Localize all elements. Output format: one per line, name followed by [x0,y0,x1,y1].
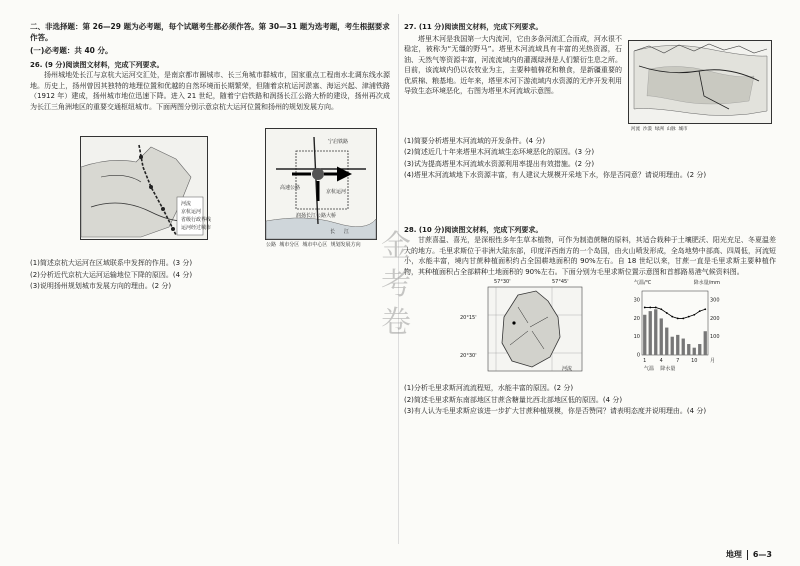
footer-subject: 地理 [725,550,742,559]
precip-bar [654,309,657,355]
q28-question-1: (1)分析毛里求斯河流流程短，水能丰富的原因。(2 分) [404,384,574,392]
map-coord-lon2: 57°45' [552,279,569,285]
y-tick-right: 300 [710,297,720,304]
footer-page: 6—3 [752,550,772,559]
q27-block [404,34,776,130]
mauritius-map [460,279,584,373]
y-tick-left: 20 [633,315,640,322]
map-coord-lat2: 20°30' [460,353,477,359]
plot-frame [642,291,708,355]
q27-heading: 27. (11 分)阅读图文材料，完成下列要求。 [404,23,543,31]
q28-question-3: (3)有人认为毛里求斯应该进一步扩大甘蔗种植规模，你是否赞同？请表明态度并说明理由。(4 分) [404,407,707,415]
q26-figures [30,128,390,246]
temp-point [649,307,651,309]
q27-question-3: (3)试为提高塔里木河流域水资源利用率提出有效措施。(2 分) [404,159,595,168]
map2-label-jiang: 江 [344,229,350,235]
map1-legend-item: 省级行政界线 [181,217,212,223]
q27-passage: 塔里木河是我国第一大内流河，它由多条河流汇合而成，河水很不稳定，被称为“无缰的野马”。塔里木河流域具有丰富的光热资源，石油、天然气等资源丰富，河流流域内的灌溉绿洲是人们繁衍生息之所。目前，该流域内仍以农牧业为主，主要种植棉花和粮食，是新疆重要的优质棉、粮基地。近年来，塔里木河下游流域内水资源的无序开发利用导致生态环境恶化，右图为塔里木河流域示意图。 [404,34,622,95]
footer-separator [747,550,748,560]
x-tick: 7 [676,358,680,364]
page-footer [726,549,772,560]
y-tick-left: 0 [636,352,640,359]
y-tick-left: 30 [633,297,640,304]
q28-figures [404,281,776,377]
tarim-map-legend [631,126,688,132]
precip-bar [649,311,652,355]
q26-question-1: (1)简述京杭大运河在区域联系中发挥的作用。(3 分) [30,259,193,267]
map2-label-railway: 宁启铁路 [328,139,349,145]
tarim-legend-mountain: 山脉 [666,126,676,132]
y-tick-right: 100 [710,334,720,341]
map2-label-highway: 高速公路 [280,185,301,191]
q26-heading: 26. (9 分)阅读图文材料，完成下列要求。 [30,60,164,69]
map1-legend-item: 运河经过城市 [181,225,212,231]
temp-point [671,316,673,318]
climate-axis-right: 降水量/mm [693,280,720,286]
precip-bar [660,318,663,355]
q26-question-3: (3)说明扬州规划城市发展方向的理由。(2 分) [30,282,172,290]
climate-axis-left: 气温/℃ [634,280,652,286]
precip-bar [704,331,707,355]
map-coord-lat1: 20°15' [460,315,477,321]
map2-legend-district: 城市分区 [279,242,300,248]
canal-location-map [80,136,212,240]
right-column [404,22,776,417]
x-axis-label: 月 [710,358,716,364]
q28-questions [404,383,776,417]
tarim-legend-river: 河流 [631,126,640,132]
tarim-legend-oasis: 绿洲 [654,126,664,132]
q27-question-1: (1)简要分析塔里木河流域的开发条件。(4 分) [404,136,546,145]
temp-point [693,314,695,316]
temp-point [704,308,706,310]
map2-label-canal: 京杭运河 [326,189,347,195]
temp-point [660,308,662,310]
watermark-stamp [376,228,416,342]
temp-point [644,307,646,309]
stamp-char-3: 卷 [381,305,411,340]
precip-bar [671,337,674,355]
map2-label-chang: 长 [330,229,336,235]
x-tick: 10 [691,358,698,364]
climate-caption-precip: 降水量 [660,366,676,372]
q26-question-2: (2)分析近代京杭大运河运输地位下降的原因。(4 分) [30,270,193,279]
left-column [30,22,390,292]
map2-legend-center: 城市中心区 [302,242,328,248]
tarim-basin-map [628,40,772,132]
precip-bar [682,339,685,355]
temp-point [699,310,701,312]
q26-questions [30,258,390,292]
precip-bar [687,344,690,355]
section-instruction-line2: 作答。 [30,32,53,42]
temp-point [688,316,690,318]
q27-questions [404,136,776,181]
x-tick: 1 [643,358,647,364]
climate-chart [630,279,720,375]
q26-passage: 扬州城地处长江与京杭大运河交汇处，是南京都市圈城市、长三角城市群城市，国家重点工程南水北调东线水源地。历史上，扬州曾因其独特的地理位置和优越的自然环境而长期繁荣，但随着京杭运河淤塞、海运兴起、津浦铁路（1912 年）建成，扬州城市地位迅速下降。进入 21 世纪，随着宁启铁路和润扬长江公路大桥的建设，扬州再次成为长江三角洲地区的重要交通枢纽城市。下面两图分别示意京杭大运河位置和扬州的规划发展方向。 [30,71,390,111]
map1-legend-item: 京杭运河 [181,209,202,215]
stamp-char-1: 金 [381,229,411,264]
precip-bar [676,335,679,355]
temp-point [655,307,657,309]
temp-point [666,312,668,314]
temp-point [677,318,679,320]
yangzhou-plan-map [265,128,377,240]
temp-line [645,307,706,318]
climate-caption-temp: 气温 [644,366,655,372]
climate-chart-svg [630,287,720,365]
map2-legend-direction: 规划发展方向 [330,242,361,248]
mauritius-map-legend: 河流 [562,366,573,372]
precip-bar [665,328,668,355]
y-tick-left: 10 [633,334,640,341]
q27-question-4: (4)塔里木河流域地下水资源丰富，有人建议大规模开采地下水，你是否同意？请说明理由。(2 分) [404,171,707,179]
precip-bar [643,315,646,355]
q28-passage: 甘蔗喜温、喜光，是深根性多年生草本植物，可作为制造蔗糖的原料，其适合栽种于土壤肥沃、阳光充足、冬夏温差大的地方。毛里求斯位于非洲大陆东部，印度洋西南方的一个岛国，由火山喷发形成，全岛地势中部高、四周低，河流短小，水能丰富，境内甘蔗种植面积约占全国耕地面积的 90%左右。自 18 世纪以来，甘蔗一直是毛里求斯主要种植作物，其种植面积占全部耕种土地面积的 90%左右。下面分别为毛里求斯位置示意图和首都路易港气候资料图。 [404,236,776,276]
tarim-legend-city: 城市 [678,126,688,132]
map2-label-bridge: 润扬长江公路大桥 [296,213,337,219]
y-tick-right: 200 [710,315,720,322]
q28-question-2: (2)简述毛里求斯东南部地区甘蔗含糖量比西北部地区低的原因。(4 分) [404,395,623,404]
map1-legend-item: 河流 [181,201,192,207]
map2-legend-road: 公路 [266,242,277,248]
precip-bar [693,348,696,355]
part1-header: (一)必考题：共 40 分。 [30,46,113,55]
q27-question-2: (2)简述近几十年来塔里木河流域生态环境恶化的原因。(3 分) [404,148,595,156]
x-tick: 4 [659,358,663,364]
stamp-char-2: 考 [381,267,411,302]
precip-bar [698,344,701,355]
q28-heading: 28. (10 分)阅读图文材料，完成下列要求。 [404,225,543,234]
temp-point [682,318,684,320]
tarim-legend-desert: 沙漠 [642,126,652,132]
map-coord-lon1: 57°30' [494,279,511,285]
section-instruction-line1: 二、非选择题：第 26—29 题为必考题，每个试题考生都必须作答。第 30—31 题为选考题，考生根据要求 [30,22,390,31]
climate-caption [644,365,675,372]
